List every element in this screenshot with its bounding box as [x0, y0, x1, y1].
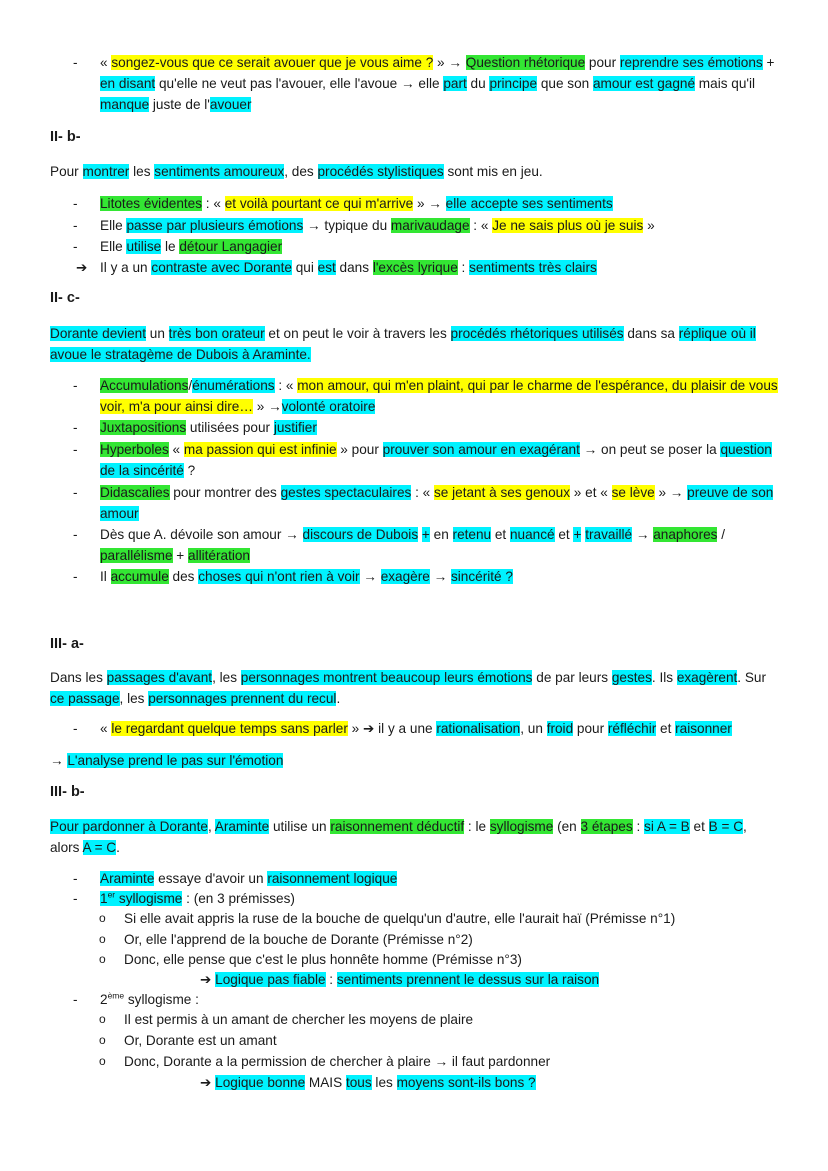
- highlight-text: passe par plusieurs émotions: [126, 218, 304, 233]
- text: Pour: [50, 164, 83, 179]
- text: Elle: [100, 218, 127, 233]
- text: 1: [100, 891, 108, 906]
- text: , un: [520, 721, 547, 736]
- text: et: [656, 721, 676, 736]
- highlight-text: nuancé: [509, 527, 555, 542]
- highlight-text: +: [573, 527, 582, 542]
- superscript: ème: [107, 990, 125, 1001]
- list-bullet: -: [73, 420, 78, 435]
- circle-bullet-icon: o: [99, 932, 106, 946]
- highlight-text: en disant: [100, 76, 156, 91]
- highlight-text: choses qui n'ont rien à voir: [198, 569, 360, 584]
- highlight-term: syllogisme: [489, 819, 554, 834]
- list-item-araminte: [100, 868, 778, 889]
- highlight-text: principe: [489, 76, 538, 91]
- list-bullet: -: [73, 485, 78, 500]
- highlight-term: détour Langagier: [179, 239, 283, 254]
- list-item-discours: [100, 524, 778, 566]
- premise-item: Si elle avait appris la ruse de la bouche de quelqu'un d'autre, elle l'aurait haï (Prémisse n°1): [124, 911, 676, 926]
- text: dans: [335, 260, 373, 275]
- list-bullet: -: [73, 527, 78, 542]
- text: →: [632, 527, 654, 542]
- highlight-text: preuve de son amour: [100, 485, 774, 521]
- premise-item: Or, Dorante est un amant: [124, 1033, 277, 1048]
- highlight-term: Hyperboles: [100, 442, 169, 457]
- circle-bullet-icon: o: [99, 952, 106, 966]
- highlight-text: tous: [345, 1075, 372, 1090]
- highlight-text: réplique où il avoue le stratagème de Dubois à Araminte.: [50, 326, 756, 362]
- highlight-text: contraste avec Dorante: [151, 260, 292, 275]
- text: et: [689, 819, 709, 834]
- list-bullet: -: [73, 196, 78, 211]
- list-item-hyperboles: [100, 439, 778, 481]
- circle-bullet-icon: o: [99, 1033, 106, 1047]
- highlight-term: Accumulations: [100, 378, 189, 393]
- section-heading-iic: II- c-: [50, 290, 80, 306]
- highlight-text: montrer: [82, 164, 130, 179]
- paragraph-iic-intro: [50, 323, 780, 365]
- text: les: [371, 1075, 397, 1090]
- list-item-rhetorical-question: [100, 52, 778, 115]
- text: et: [491, 527, 510, 542]
- list-item-accumulations: [100, 375, 778, 417]
- text: pour: [573, 721, 608, 736]
- highlight-term: Litotes évidentes: [100, 196, 203, 211]
- highlight-text: utilise: [126, 239, 162, 254]
- text: » →: [413, 196, 446, 211]
- section-heading-iib: II- b-: [50, 129, 81, 145]
- text: ,: [207, 819, 215, 834]
- text: : le: [464, 819, 490, 834]
- highlight-term: allitération: [188, 548, 250, 563]
- text: Dans les: [50, 670, 107, 685]
- arrow-bullet-icon: ➔: [76, 260, 88, 275]
- text: → on peut se poser la: [579, 442, 721, 457]
- highlight-text: retenu: [452, 527, 492, 542]
- text: , des: [284, 164, 318, 179]
- highlight-quote: se lève: [611, 485, 655, 500]
- highlight-text: exagèrent: [676, 670, 738, 685]
- highlight-text: ce passage: [50, 691, 120, 706]
- highlight-text: énumérations: [192, 378, 275, 393]
- highlight-text: [100, 891, 182, 906]
- highlight-text: Araminte: [214, 819, 270, 834]
- text: pour: [585, 55, 620, 70]
- text: ?: [183, 463, 196, 478]
- circle-bullet-icon: o: [99, 1012, 106, 1026]
- list-item-emotions: [100, 215, 778, 236]
- highlight-text: exagère: [380, 569, 430, 584]
- highlight-text: Araminte: [100, 871, 155, 886]
- list-bullet: -: [73, 218, 78, 233]
- highlight-term: anaphores: [653, 527, 718, 542]
- text: →: [359, 569, 381, 584]
- text: →: [50, 753, 68, 768]
- highlight-text: B = C: [708, 819, 744, 834]
- paragraph-iiib-intro: [50, 816, 780, 858]
- premise-item: Donc, elle pense que c'est le plus honnête homme (Prémisse n°3): [124, 952, 522, 967]
- highlight-text: sentiments prennent le dessus sur la raison: [336, 972, 600, 987]
- text: » ➔ il y a une: [347, 721, 437, 736]
- text: en: [429, 527, 453, 542]
- text: 2: [100, 992, 108, 1007]
- highlight-term: Juxtapositions: [100, 420, 187, 435]
- highlight-text: rationalisation: [436, 721, 521, 736]
- highlight-term: Didascalies: [100, 485, 170, 500]
- premise-item: Il est permis à un amant de chercher les moyens de plaire: [124, 1012, 474, 1027]
- highlight-text: +: [421, 527, 430, 542]
- text: essaye d'avoir un: [154, 871, 268, 886]
- text: . Ils: [651, 670, 677, 685]
- circle-bullet-icon: o: [99, 1054, 106, 1068]
- highlight-quote: songez-vous que ce serait avouer que je vous aime ?: [111, 55, 434, 70]
- text: .: [336, 691, 341, 706]
- text: » →: [654, 485, 688, 500]
- text: »: [643, 218, 655, 233]
- list-bullet: -: [73, 442, 78, 457]
- highlight-text: personnages prennent du recul: [148, 691, 337, 706]
- highlight-text: gestes spectaculaires: [280, 485, 412, 500]
- text: Il: [100, 569, 111, 584]
- highlight-text: travaillé: [585, 527, 633, 542]
- text: utilisées pour: [186, 420, 274, 435]
- conclusion-first-syllogism: [200, 969, 780, 990]
- list-bullet: -: [73, 378, 78, 393]
- highlight-text: elle accepte ses sentiments: [445, 196, 613, 211]
- list-item-detour: [100, 236, 778, 257]
- text: :: [325, 972, 337, 987]
- highlight-term: Question rhétorique: [465, 55, 586, 70]
- text: . Sur: [737, 670, 767, 685]
- highlight-term: 3 étapes: [580, 819, 633, 834]
- highlight-text: si A = B: [644, 819, 690, 834]
- highlight-text: A = C: [82, 840, 117, 855]
- highlight-text: prouver son amour en exagérant: [382, 442, 580, 457]
- text: : (en 3 prémisses): [182, 891, 295, 906]
- highlight-text: Logique bonne: [215, 1075, 306, 1090]
- text: Il y a un: [100, 260, 152, 275]
- text: (en: [553, 819, 581, 834]
- text: qu'elle ne veut pas l'avouer, elle l'avoue → elle: [155, 76, 444, 91]
- section-heading-iiia: III- a-: [50, 636, 84, 652]
- highlight-text: amour est gagné: [593, 76, 696, 91]
- highlight-text: reprendre ses émotions: [619, 55, 763, 70]
- highlight-text: personnages montrent beaucoup leurs émotions: [240, 670, 533, 685]
- highlight-text: L'analyse prend le pas sur l'émotion: [67, 753, 284, 768]
- highlight-text: est: [317, 260, 336, 275]
- highlight-quote: se jetant à ses genoux: [434, 485, 571, 500]
- highlight-term: l'excès lyrique: [372, 260, 458, 275]
- paragraph-iiia-intro: [50, 667, 780, 709]
- highlight-term: parallélisme: [100, 548, 173, 563]
- list-bullet: -: [73, 992, 78, 1007]
- highlight-text: sentiments amoureux: [154, 164, 285, 179]
- list-bullet: -: [73, 239, 78, 254]
- text: syllogisme: [115, 891, 183, 906]
- highlight-quote: ma passion qui est infinie: [183, 442, 337, 457]
- highlight-text: gestes: [611, 670, 652, 685]
- highlight-quote: et voilà pourtant ce qui m'arrive: [224, 196, 414, 211]
- highlight-text: question de la sincérité: [100, 442, 772, 478]
- text: .: [116, 840, 120, 855]
- highlight-text: raisonner: [675, 721, 732, 736]
- text: +: [762, 55, 775, 70]
- text: que son: [537, 76, 593, 91]
- text: : «: [274, 378, 298, 393]
- list-bullet: -: [73, 871, 78, 886]
- text: :: [632, 819, 645, 834]
- highlight-text: moyens sont-ils bons ?: [396, 1075, 536, 1090]
- text: utilise un: [269, 819, 331, 834]
- text: le: [161, 239, 180, 254]
- list-bullet: -: [73, 891, 78, 906]
- highlight-quote: mon amour, qui m'en plaint, qui par le charme de l'espérance, du plaisir de vous voir, m'a pour ainsi dire…: [100, 378, 778, 414]
- list-item-juxtapositions: [100, 417, 778, 438]
- premise-item: Donc, Dorante a la permission de chercher à plaire → il faut pardonner: [124, 1054, 551, 1069]
- text: dans sa: [623, 326, 679, 341]
- text: les: [129, 164, 155, 179]
- highlight-term: raisonnement déductif: [330, 819, 465, 834]
- highlight-text: procédés stylistiques: [317, 164, 444, 179]
- highlight-term: accumule: [110, 569, 169, 584]
- text: ➔: [200, 1075, 216, 1090]
- text: → typique du: [303, 218, 391, 233]
- text: MAIS: [305, 1075, 346, 1090]
- list-bullet: -: [73, 569, 78, 584]
- highlight-text: très bon orateur: [168, 326, 265, 341]
- text: /: [717, 527, 726, 542]
- conclusion-iiia: [50, 750, 780, 771]
- text: : «: [411, 485, 434, 500]
- list-bullet: -: [73, 55, 78, 70]
- text: » →: [433, 55, 466, 70]
- highlight-text: raisonnement logique: [267, 871, 398, 886]
- text: qui: [291, 260, 318, 275]
- highlight-text: Logique pas fiable: [215, 972, 326, 987]
- premise-item: Or, elle l'apprend de la bouche de Dorante (Prémisse n°2): [124, 932, 473, 947]
- highlight-quote: le regardant quelque temps sans parler: [111, 721, 348, 736]
- text: /: [188, 378, 193, 393]
- text: » →: [252, 399, 282, 414]
- text: » pour: [336, 442, 383, 457]
- text: un: [145, 326, 169, 341]
- text: mais qu'il: [695, 76, 756, 91]
- list-item-regardant: [100, 718, 778, 739]
- highlight-text: sentiments très clairs: [469, 260, 597, 275]
- text: : «: [469, 218, 493, 233]
- text: , les: [212, 670, 241, 685]
- list-item-contrast: [100, 257, 778, 278]
- text: pour montrer des: [169, 485, 281, 500]
- highlight-text: procédés rhétoriques utilisés: [450, 326, 624, 341]
- text: des: [168, 569, 199, 584]
- text: sont mis en jeu.: [443, 164, 543, 179]
- text: Dès que A. dévoile son amour →: [100, 527, 303, 542]
- list-item-didascalies: [100, 482, 778, 524]
- text: +: [172, 548, 189, 563]
- highlight-term: marivaudage: [390, 218, 470, 233]
- text: syllogisme :: [124, 992, 199, 1007]
- text: et on peut le voir à travers les: [264, 326, 451, 341]
- text: ➔: [200, 972, 216, 987]
- text: » et «: [570, 485, 612, 500]
- conclusion-second-syllogism: [200, 1072, 780, 1093]
- superscript: er: [107, 889, 116, 900]
- paragraph-iib-intro: [50, 161, 780, 182]
- list-bullet: -: [73, 721, 78, 736]
- highlight-text: froid: [546, 721, 574, 736]
- highlight-text: Dorante devient: [50, 326, 146, 341]
- highlight-text: passages d'avant: [106, 670, 213, 685]
- list-item-accumule: [100, 566, 778, 587]
- text: et: [554, 527, 574, 542]
- circle-bullet-icon: o: [99, 911, 106, 925]
- section-heading-iiib: III- b-: [50, 784, 85, 800]
- text: de par leurs: [532, 670, 612, 685]
- text: du: [466, 76, 490, 91]
- list-item-first-syllogism: [100, 888, 778, 909]
- list-item-litotes: [100, 193, 778, 214]
- text: : «: [202, 196, 225, 211]
- highlight-text: réfléchir: [607, 721, 657, 736]
- text: «: [100, 721, 112, 736]
- text: «: [100, 55, 112, 70]
- text: juste de l': [149, 97, 210, 112]
- list-item-second-syllogism: [100, 989, 778, 1010]
- highlight-text: discours de Dubois: [302, 527, 419, 542]
- text: «: [168, 442, 184, 457]
- highlight-text: Pour pardonner à Dorante: [50, 819, 208, 834]
- highlight-text: volonté oratoire: [281, 399, 376, 414]
- text: , les: [119, 691, 149, 706]
- highlight-text: avouer: [209, 97, 252, 112]
- text: :: [457, 260, 470, 275]
- highlight-text: part: [443, 76, 467, 91]
- highlight-text: sincérité ?: [450, 569, 513, 584]
- highlight-text: manque: [100, 97, 150, 112]
- text: →: [429, 569, 451, 584]
- highlight-quote: Je ne sais plus où je suis: [492, 218, 644, 233]
- text: Elle: [100, 239, 127, 254]
- text: , alors: [50, 819, 747, 855]
- highlight-text: justifier: [273, 420, 317, 435]
